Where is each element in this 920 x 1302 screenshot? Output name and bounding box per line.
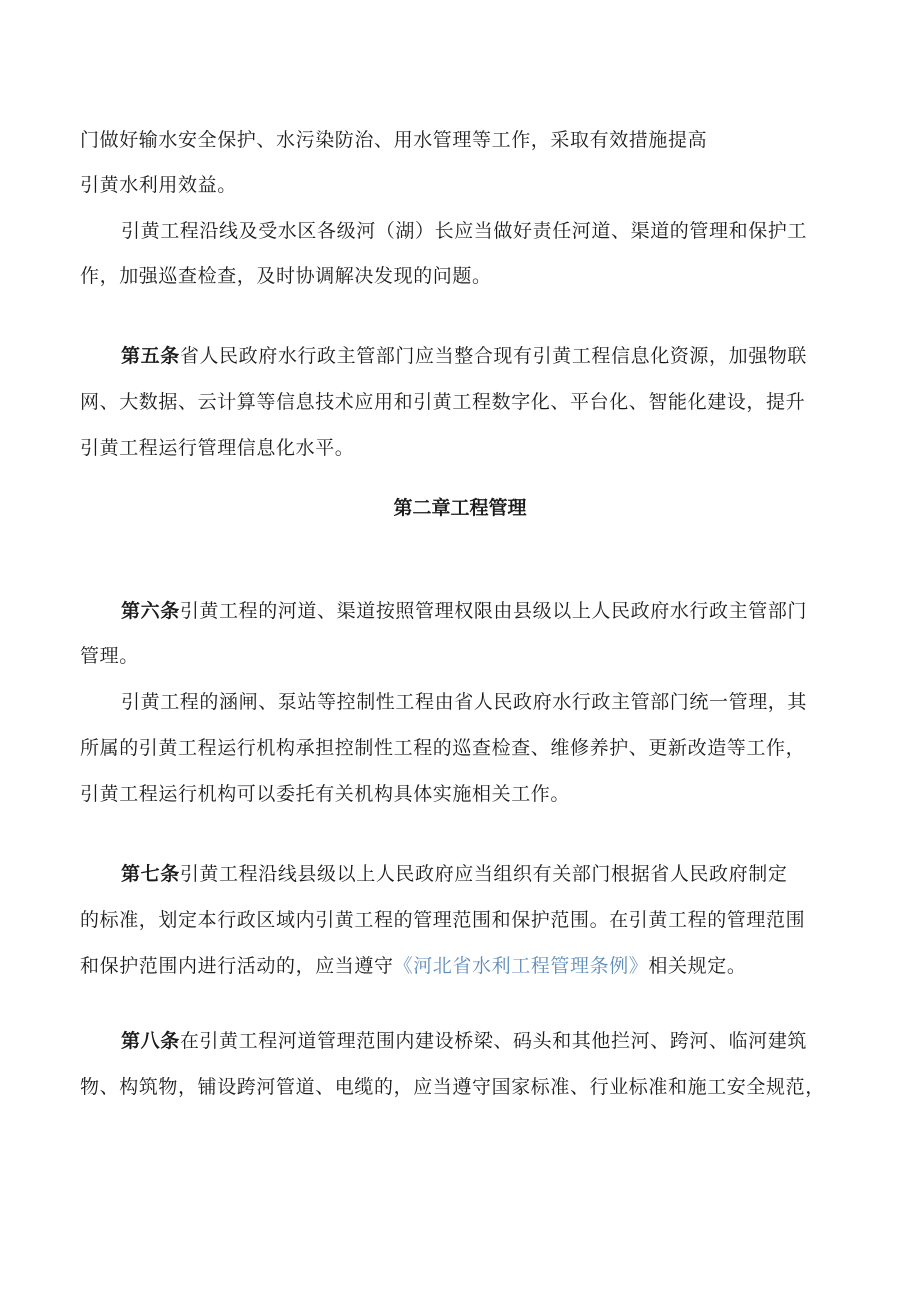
text-line: 引黄水利用效益。 — [80, 174, 237, 196]
paragraph-start: 引黄工程的涵闸、泵站等控制性工程由省人民政府水行政主管部门统一管理，其 — [121, 691, 808, 713]
article-label: 第五条 — [121, 345, 180, 367]
article-label: 第六条 — [121, 600, 180, 622]
article-5 — [121, 344, 807, 368]
text-line: 管理。 — [80, 645, 139, 667]
text-line: 所属的引黄工程运行机构承担控制性工程的巡查检查、维修养护、更新改造等工作， — [80, 737, 806, 759]
article-7 — [121, 862, 787, 886]
text-line: 作，加强巡查检查，及时协调解决发现的问题。 — [80, 265, 492, 287]
text-line: 的标准，划定本行政区域内引黄工程的管理范围和保护范围。在引黄工程的管理范围 — [80, 909, 806, 931]
paragraph-start: 引黄工程沿线及受水区各级河（湖）长应当做好责任河道、渠道的管理和保护工 — [121, 220, 808, 242]
text-segment: 和保护范围内进行活动的，应当遵守 — [80, 955, 394, 977]
article-label: 第七条 — [121, 863, 180, 885]
text-line: 引黄工程运行机构可以委托有关机构具体实施相关工作。 — [80, 783, 571, 805]
text-line: 引黄工程运行管理信息化水平。 — [80, 437, 355, 459]
article-text: 在引黄工程河道管理范围内建设桥梁、码头和其他拦河、跨河、临河建筑 — [179, 1030, 808, 1052]
article-8 — [121, 1029, 807, 1053]
article-text: 引黄工程的河道、渠道按照管理权限由县级以上人民政府水行政主管部门 — [179, 600, 808, 622]
text-line: 网、大数据、云计算等信息技术应用和引黄工程数字化、平台化、智能化建设，提升 — [80, 391, 806, 413]
text-line — [80, 954, 746, 978]
article-6 — [121, 599, 807, 623]
article-label: 第八条 — [121, 1030, 180, 1052]
article-text: 引黄工程沿线县级以上人民政府应当组织有关部门根据省人民政府制定 — [179, 863, 788, 885]
text-line: 物、构筑物，铺设跨河管道、电缆的，应当遵守国家标准、行业标准和施工安全规范， — [80, 1076, 825, 1098]
text-segment: 相关规定。 — [648, 955, 747, 977]
chapter-heading: 第二章工程管理 — [393, 497, 527, 519]
regulation-link[interactable]: 《河北省水利工程管理条例》 — [393, 955, 649, 977]
text-line: 门做好输水安全保护、水污染防治、用水管理等工作，采取有效措施提高 — [80, 129, 708, 151]
article-text: 省人民政府水行政主管部门应当整合现有引黄工程信息化资源，加强物联 — [179, 345, 808, 367]
